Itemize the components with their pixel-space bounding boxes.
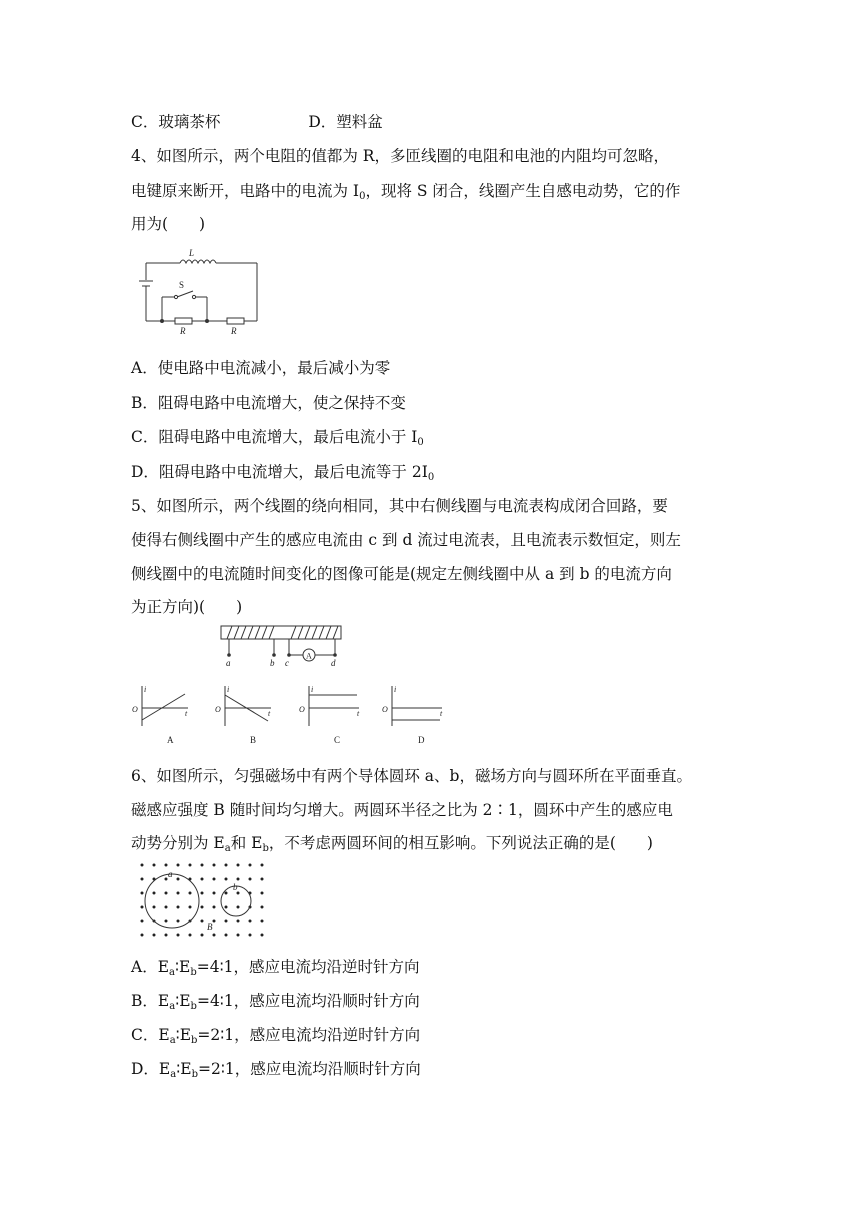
q5-stem-line4: 为正方向)( ) bbox=[131, 598, 243, 616]
ring-b-label: b bbox=[233, 882, 238, 892]
q5-graph-d bbox=[380, 684, 450, 744]
field-dot bbox=[141, 906, 144, 909]
field-dot bbox=[261, 906, 264, 909]
field-dot bbox=[153, 906, 156, 909]
field-dot bbox=[177, 906, 180, 909]
field-dot bbox=[165, 892, 168, 895]
field-dot bbox=[249, 864, 252, 867]
switch-blade bbox=[177, 291, 193, 297]
q4-option-d: D．阻碍电路中电流增大，最后电流等于 $2I_0$ bbox=[131, 463, 435, 483]
right-coil-windings bbox=[291, 626, 338, 639]
field-dot bbox=[141, 934, 144, 937]
magnetic-field-dots bbox=[141, 864, 264, 937]
inductor-coil bbox=[180, 260, 216, 263]
field-dot bbox=[261, 920, 264, 923]
left-coil-windings bbox=[227, 626, 274, 639]
resistor-1-label: R bbox=[180, 326, 186, 336]
q6-stem-line1: 6、如图所示，匀强磁场中有两个导体圆环 a、b，磁场方向与圆环所在平面垂直。 bbox=[131, 767, 692, 785]
graph-a-caption: A bbox=[167, 735, 174, 745]
q6-stem-line2: 磁感应强度 B 随时间均匀增大。两圆环半径之比为 2∶1，圆环中产生的感应电 bbox=[131, 801, 673, 819]
field-dot bbox=[165, 920, 168, 923]
q4-option-b: B．阻碍电路中电流增大，使之保持不变 bbox=[131, 394, 406, 412]
field-label: B bbox=[207, 922, 213, 932]
q6-option-c: C．$E_a∶E_b=2∶1$，感应电流均沿逆时针方向 bbox=[131, 1026, 421, 1046]
q6-option-d: D．$E_a∶E_b=2∶1$，感应电流均沿顺时针方向 bbox=[131, 1060, 421, 1080]
q5-graph-b bbox=[213, 684, 273, 744]
field-dot bbox=[225, 906, 228, 909]
field-dot bbox=[237, 934, 240, 937]
svg-text:i: i bbox=[311, 685, 314, 694]
field-dot bbox=[153, 864, 156, 867]
field-dot bbox=[213, 892, 216, 895]
resistor-2-label: R bbox=[231, 326, 237, 336]
field-dot bbox=[189, 906, 192, 909]
q6-field-diagram bbox=[137, 860, 267, 940]
field-dot bbox=[261, 934, 264, 937]
field-dot bbox=[213, 906, 216, 909]
q4-stem-line3: 用为( ) bbox=[131, 215, 206, 233]
svg-text:t: t bbox=[440, 709, 443, 718]
svg-text:O: O bbox=[382, 705, 388, 714]
field-dot bbox=[201, 892, 204, 895]
field-dot bbox=[249, 878, 252, 881]
q5-graph-c bbox=[297, 684, 367, 744]
field-dot bbox=[177, 878, 180, 881]
q4-option-c: C．阻碍电路中电流增大，最后电流小于 $I_0$ bbox=[131, 428, 424, 448]
svg-text:t: t bbox=[357, 709, 360, 718]
field-dot bbox=[141, 878, 144, 881]
field-dot bbox=[177, 864, 180, 867]
field-dot bbox=[237, 878, 240, 881]
q5-stem-line1: 5、如图所示，两个线圈的绕向相同，其中右侧线圈与电流表构成闭合回路，要 bbox=[131, 497, 668, 515]
field-dot bbox=[201, 878, 204, 881]
field-dot bbox=[177, 892, 180, 895]
graph-b-caption: B bbox=[250, 735, 257, 745]
field-dot bbox=[141, 892, 144, 895]
svg-text:i: i bbox=[144, 685, 147, 694]
field-dot bbox=[237, 920, 240, 923]
switch-label: S bbox=[179, 280, 185, 290]
q4-circuit-diagram bbox=[135, 248, 265, 338]
field-dot bbox=[225, 892, 228, 895]
terminal-d-label: d bbox=[331, 658, 336, 668]
resistor-1 bbox=[175, 318, 192, 324]
field-dot bbox=[261, 864, 264, 867]
field-dot bbox=[225, 920, 228, 923]
field-dot bbox=[225, 934, 228, 937]
svg-text:O: O bbox=[299, 705, 305, 714]
graph-c-caption: C bbox=[334, 735, 341, 745]
resistor-2 bbox=[227, 318, 244, 324]
q3-options bbox=[131, 111, 383, 133]
ring-a bbox=[145, 874, 199, 928]
q5-stem-line3: 侧线圈中的电流随时间变化的图像可能是(规定左侧线圈中从 a 到 b 的电流方向 bbox=[131, 565, 672, 583]
svg-text:t: t bbox=[185, 709, 188, 718]
q4-stem-line1: 4、如图所示，两个电阻的值都为 R，多匝线圈的电阻和电池的内阻均可忽略， bbox=[131, 147, 669, 165]
field-dot bbox=[165, 906, 168, 909]
field-dot bbox=[213, 864, 216, 867]
field-dot bbox=[153, 892, 156, 895]
terminal-a-label: a bbox=[226, 658, 231, 668]
field-dot bbox=[201, 864, 204, 867]
q4-stem-line2: 电键原来断开，电路中的电流为 $I_0$，现将 S 闭合，线圈产生自感电动势，它的作 bbox=[131, 182, 681, 202]
q6-stem-line3: 动势分别为 $E_a$和 $E_b$，不考虑两圆环间的相互影响。下列说法正确的是( ) bbox=[131, 834, 653, 854]
field-dot bbox=[213, 878, 216, 881]
q5-coil-diagram bbox=[219, 624, 349, 669]
terminal-b-label: b bbox=[270, 658, 275, 668]
inductor-label: L bbox=[189, 248, 195, 258]
field-dot bbox=[201, 906, 204, 909]
svg-text:O: O bbox=[132, 705, 138, 714]
field-dot bbox=[213, 920, 216, 923]
terminal-c-label: c bbox=[285, 658, 289, 668]
field-dot bbox=[189, 892, 192, 895]
q5-stem-line2: 使得右侧线圈中产生的感应电流由 c 到 d 流过电流表，且电流表示数恒定，则左 bbox=[131, 531, 681, 549]
field-dot bbox=[225, 878, 228, 881]
graph-d-caption: D bbox=[418, 735, 425, 745]
q6-option-a: A．$E_a∶E_b=4∶1$，感应电流均沿逆时针方向 bbox=[131, 958, 420, 978]
graph-a-line bbox=[142, 694, 185, 720]
field-dot bbox=[141, 864, 144, 867]
field-dot bbox=[249, 934, 252, 937]
svg-text:O: O bbox=[215, 705, 221, 714]
svg-text:i: i bbox=[227, 685, 230, 694]
field-dot bbox=[165, 934, 168, 937]
svg-text:i: i bbox=[394, 685, 397, 694]
field-dot bbox=[201, 934, 204, 937]
field-dot bbox=[261, 892, 264, 895]
q4-option-a: A．使电路中电流减小，最后减小为零 bbox=[131, 359, 391, 377]
field-dot bbox=[213, 934, 216, 937]
field-dot bbox=[237, 906, 240, 909]
q6-option-b: B．$E_a∶E_b=4∶1$，感应电流均沿顺时针方向 bbox=[131, 992, 420, 1012]
ring-a-label: a bbox=[168, 869, 173, 879]
field-dot bbox=[189, 934, 192, 937]
field-dot bbox=[177, 920, 180, 923]
field-dot bbox=[189, 864, 192, 867]
field-dot bbox=[177, 934, 180, 937]
field-dot bbox=[261, 878, 264, 881]
q5-graph-a bbox=[130, 684, 190, 744]
q3-option-d: D．塑料盆 bbox=[308, 113, 383, 131]
field-dot bbox=[153, 934, 156, 937]
q3-option-c: C．玻璃茶杯 bbox=[131, 113, 221, 131]
field-dot bbox=[237, 864, 240, 867]
svg-text:t: t bbox=[268, 709, 271, 718]
field-dot bbox=[201, 920, 204, 923]
field-dot bbox=[165, 864, 168, 867]
field-dot bbox=[249, 920, 252, 923]
field-dot bbox=[225, 864, 228, 867]
ammeter-label: A bbox=[306, 651, 312, 661]
field-dot bbox=[141, 920, 144, 923]
